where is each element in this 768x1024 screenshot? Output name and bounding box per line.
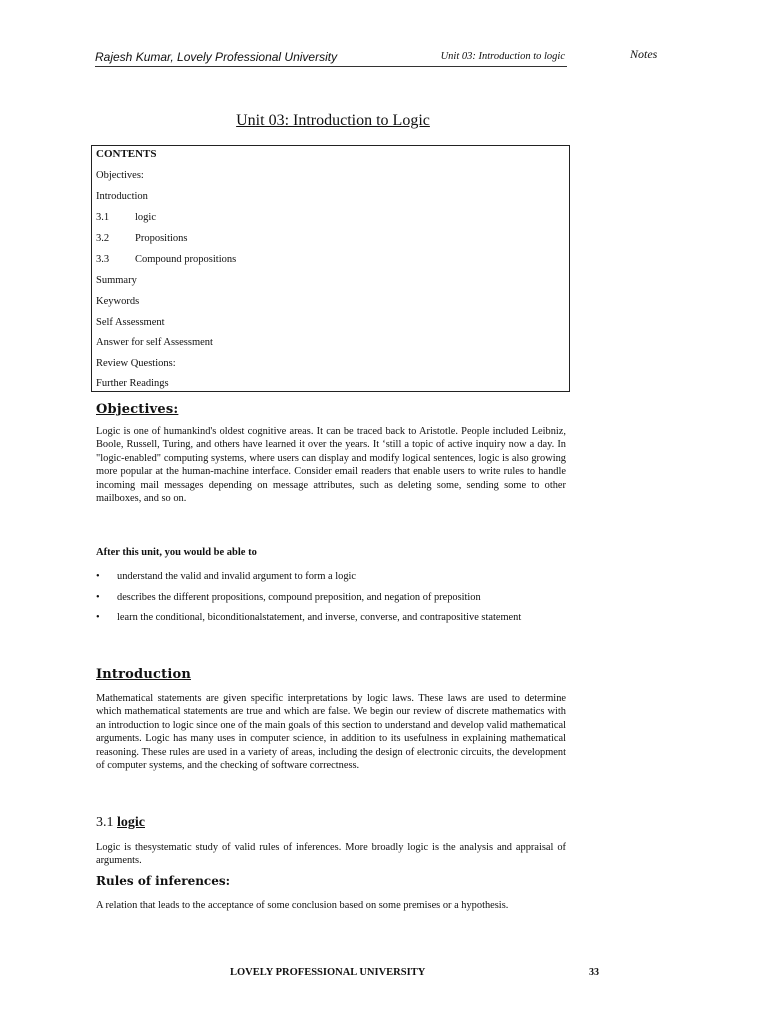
objective-bullet-text: understand the valid and invalid argument to form a logic [117, 571, 357, 582]
footer-page-number: 33 [589, 967, 599, 978]
section-3-1-paragraph: Logic is thesystematic study of valid rules of inferences. More broadly logic is the analysis and appraisal of arguments. [96, 842, 566, 867]
introduction-heading: Introduction [96, 667, 191, 682]
bullet-dot: • [96, 612, 100, 623]
section-3-1-number: 3.1 [96, 815, 114, 830]
contents-item-label: Compound propositions [135, 254, 237, 265]
contents-item-label: Objectives: [96, 170, 144, 181]
objective-bullet-text: describes the different propositions, compound preposition, and negation of preposition [117, 592, 481, 603]
rules-paragraph: A relation that leads to the acceptance of some conclusion based on some premises or a hypothesis. [96, 900, 509, 911]
contents-item-num: 3.2 [96, 233, 110, 244]
contents-item-label: Review Questions: [96, 358, 176, 369]
after-unit-lead: After this unit, you would be able to [96, 547, 257, 558]
unit-title: Unit 03: Introduction to Logic [236, 112, 430, 129]
contents-item-label: Further Readings [96, 378, 169, 389]
objectives-heading: Objectives: [96, 402, 179, 417]
bullet-dot: • [96, 592, 100, 603]
section-3-1-title: logic [117, 815, 145, 830]
contents-item-label: Self Assessment [96, 317, 165, 328]
contents-box [91, 145, 570, 392]
objectives-paragraph: Logic is one of humankind's oldest cognitive areas. It can be traced back to Aristotle. People included Leibniz, Boole, Russell, Turing, and others have learned it over the years. It ‘still a topic of active inquiry now a day. In "logic-enabled" computing systems, where users can display and modify logical sentences, logic is also growing more popular at the human-machine interface. Consider email readers that enable users to write rules to handle incoming mail messages depending on message attributes, such as deleting some, sending some to other mailboxes, and so on. [96, 426, 566, 505]
contents-item-num: 3.3 [96, 254, 110, 265]
footer-university: LOVELY PROFESSIONAL UNIVERSITY [230, 967, 426, 978]
introduction-paragraph: Mathematical statements are given specific interpretations by logic laws. These laws are used to determine which mathematical statements are true and which are false. We begin our review of discrete mathematics with an introduction to logic since one of the main goals of this section to understand and develop valid mathematical arguments. Logic has many uses in computer science, in addition to its usefulness in explaining mathematical reasoning. These rules are used in a variety of areas, including the design of electronic circuits, the development of computer systems, and the checking of software correctness. [96, 693, 566, 772]
header-author: Rajesh Kumar, Lovely Professional University [95, 50, 338, 64]
bullet-dot: • [96, 571, 100, 582]
page-header [95, 50, 567, 67]
contents-item-num: 3.1 [96, 212, 110, 223]
contents-item-label: Keywords [96, 296, 140, 307]
header-unit: Unit 03: Introduction to logic [440, 51, 565, 62]
objective-bullet-text: learn the conditional, biconditionalstatement, and inverse, converse, and contrapositive statement [117, 612, 522, 623]
contents-item-label: Propositions [135, 233, 188, 244]
contents-item-label: logic [135, 212, 156, 223]
contents-item-label: Introduction [96, 191, 148, 202]
rules-heading: Rules of inferences: [96, 874, 231, 888]
contents-item-label: Summary [96, 275, 137, 286]
contents-item-label: Answer for self Assessment [96, 337, 213, 348]
contents-heading: CONTENTS [96, 148, 157, 160]
section-3-1-heading [96, 815, 145, 831]
notes-margin-label: Notes [630, 47, 658, 61]
